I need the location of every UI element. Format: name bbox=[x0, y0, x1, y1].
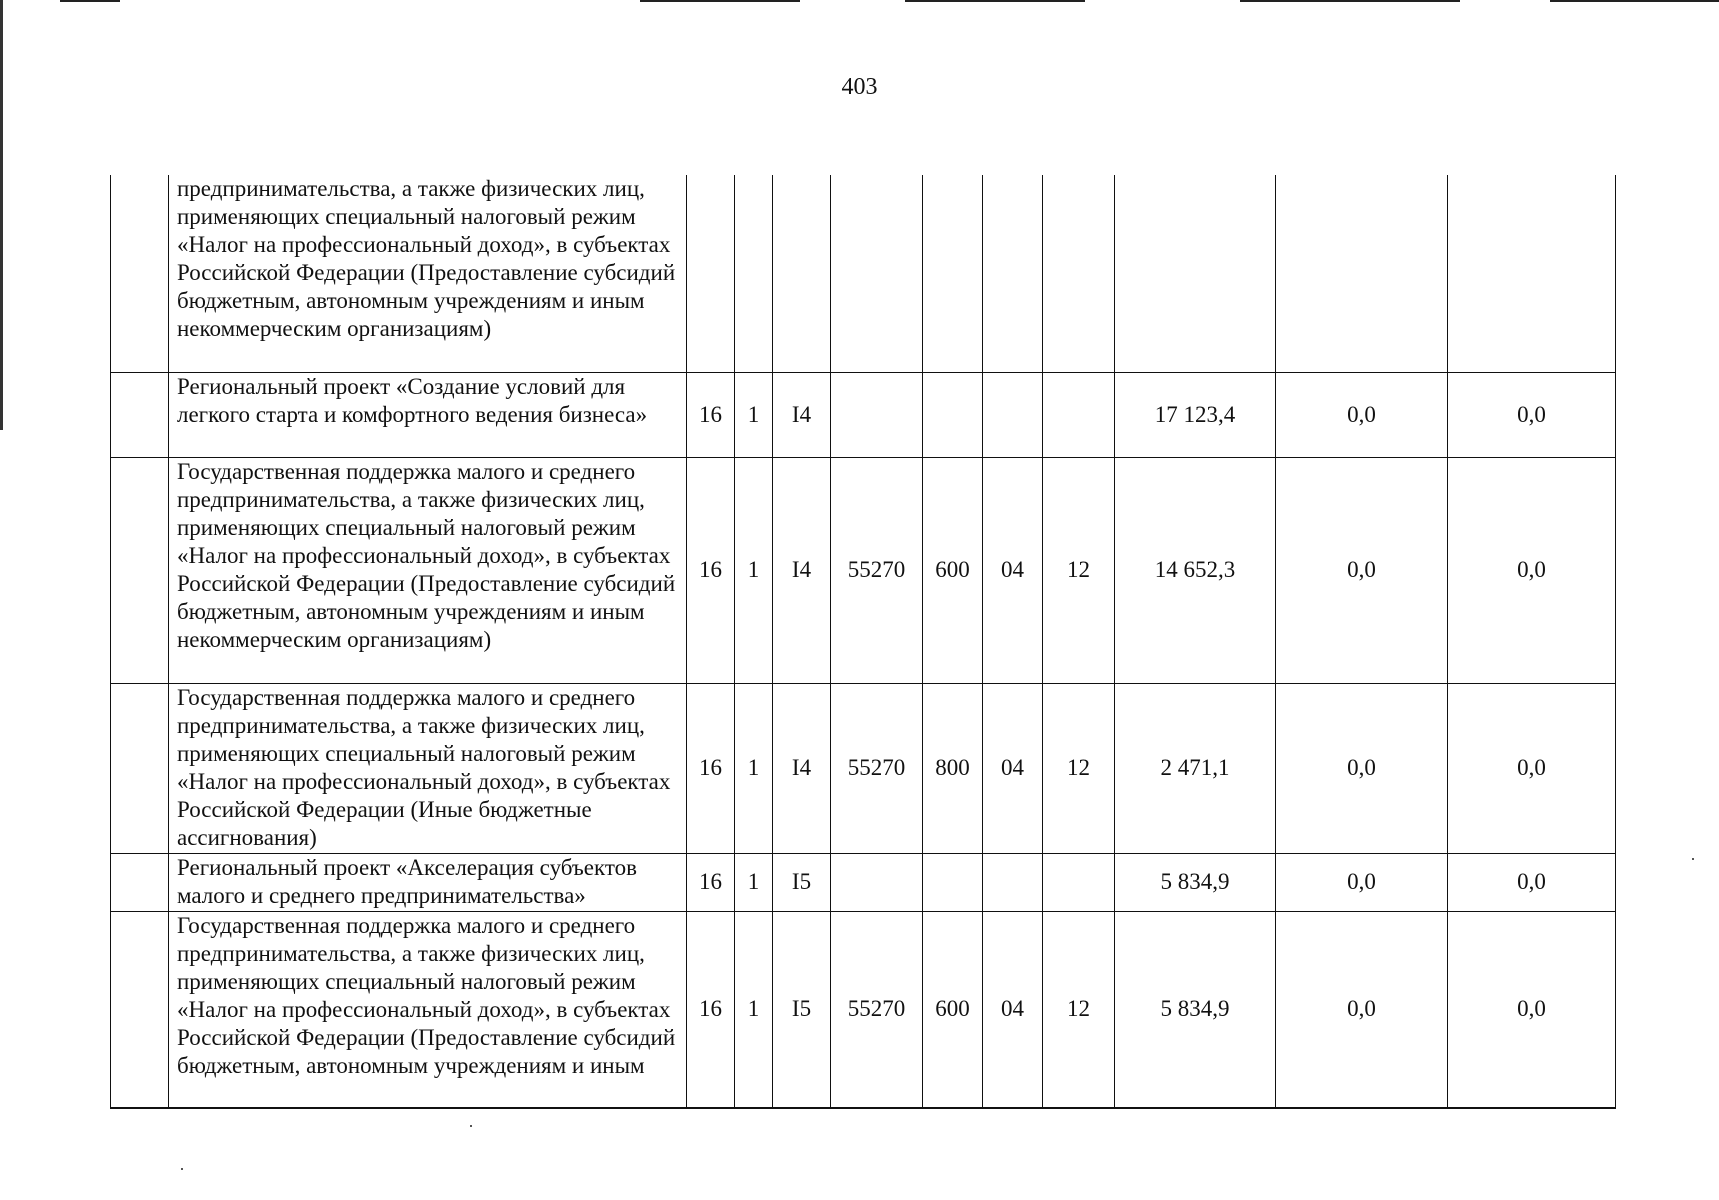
cell-c1: 16 bbox=[687, 911, 735, 1108]
scan-edge-mark bbox=[0, 0, 3, 430]
cell-c1 bbox=[687, 175, 735, 372]
cell-c2: 1 bbox=[735, 853, 773, 911]
empty-cell bbox=[111, 372, 169, 457]
cell-c5 bbox=[923, 853, 983, 911]
cell-c7: 12 bbox=[1043, 457, 1115, 683]
cell-c4 bbox=[831, 372, 923, 457]
row-name: Государственная поддержка малого и среднего предпринимательства, а также физических лиц, применяющих специальный налоговый режим «Налог на профессиональный доход», в субъектах Российской Федерации (Предоставление субсидий бюджетным, автономным учреждениям и иным bbox=[169, 911, 687, 1108]
scan-speck bbox=[470, 1125, 472, 1127]
cell-c5 bbox=[923, 372, 983, 457]
cell-c6: 04 bbox=[983, 683, 1043, 853]
cell-c3: I4 bbox=[773, 372, 831, 457]
cell-c6 bbox=[983, 175, 1043, 372]
cell-v2 bbox=[1276, 175, 1448, 372]
cell-c1: 16 bbox=[687, 372, 735, 457]
cell-v3: 0,0 bbox=[1448, 683, 1616, 853]
table-row bbox=[111, 853, 1616, 911]
cell-c3: I4 bbox=[773, 683, 831, 853]
empty-cell bbox=[111, 911, 169, 1108]
cell-c1: 16 bbox=[687, 683, 735, 853]
cell-v2: 0,0 bbox=[1276, 853, 1448, 911]
cell-c2: 1 bbox=[735, 683, 773, 853]
cell-v1 bbox=[1115, 175, 1276, 372]
cell-v2: 0,0 bbox=[1276, 457, 1448, 683]
table-row bbox=[111, 457, 1616, 683]
cell-v3: 0,0 bbox=[1448, 853, 1616, 911]
cell-c7: 12 bbox=[1043, 911, 1115, 1108]
cell-v3: 0,0 bbox=[1448, 372, 1616, 457]
scan-edge-mark bbox=[1240, 0, 1460, 2]
cell-c1: 16 bbox=[687, 853, 735, 911]
empty-cell bbox=[111, 175, 169, 372]
cell-c1: 16 bbox=[687, 457, 735, 683]
empty-cell bbox=[111, 683, 169, 853]
row-name: Государственная поддержка малого и среднего предпринимательства, а также физических лиц, применяющих специальный налоговый режим «Налог на профессиональный доход», в субъектах Российской Федерации (Предоставление субсидий бюджетным, автономным учреждениям и иным некоммерческим организациям) bbox=[169, 457, 687, 683]
cell-v2: 0,0 bbox=[1276, 911, 1448, 1108]
row-name: Региональный проект «Создание условий для легкого старта и комфортного ведения бизнеса» bbox=[169, 372, 687, 457]
cell-c2: 1 bbox=[735, 911, 773, 1108]
scan-speck bbox=[181, 1168, 183, 1170]
cell-c6 bbox=[983, 853, 1043, 911]
cell-c4: 55270 bbox=[831, 457, 923, 683]
cell-v2: 0,0 bbox=[1276, 372, 1448, 457]
cell-c2 bbox=[735, 175, 773, 372]
table-row bbox=[111, 911, 1616, 1108]
cell-c3: I5 bbox=[773, 853, 831, 911]
table-row bbox=[111, 175, 1616, 372]
cell-v1: 14 652,3 bbox=[1115, 457, 1276, 683]
cell-v1: 17 123,4 bbox=[1115, 372, 1276, 457]
cell-c4 bbox=[831, 853, 923, 911]
empty-cell bbox=[111, 853, 169, 911]
cell-c3: I4 bbox=[773, 457, 831, 683]
cell-c5 bbox=[923, 175, 983, 372]
row-name: предпринимательства, а также физических лиц, применяющих специальный налоговый режим «Налог на профессиональный доход», в субъектах Российской Федерации (Предоставление субсидий бюджетным, автономным учреждениям и иным некоммерческим организациям) bbox=[169, 175, 687, 372]
table-row bbox=[111, 683, 1616, 853]
cell-c5: 800 bbox=[923, 683, 983, 853]
scan-edge-mark bbox=[905, 0, 1085, 2]
table-row bbox=[111, 372, 1616, 457]
cell-v3: 0,0 bbox=[1448, 911, 1616, 1108]
budget-table bbox=[110, 175, 1616, 1109]
page-number: 403 bbox=[841, 74, 878, 100]
cell-c4: 55270 bbox=[831, 683, 923, 853]
cell-c4 bbox=[831, 175, 923, 372]
cell-c6 bbox=[983, 372, 1043, 457]
cell-c2: 1 bbox=[735, 457, 773, 683]
empty-cell bbox=[111, 457, 169, 683]
cell-c7 bbox=[1043, 175, 1115, 372]
scan-speck bbox=[1692, 858, 1694, 860]
cell-c6: 04 bbox=[983, 457, 1043, 683]
cell-c7 bbox=[1043, 853, 1115, 911]
scan-edge-mark bbox=[60, 0, 120, 2]
row-name: Государственная поддержка малого и среднего предпринимательства, а также физических лиц, применяющих специальный налоговый режим «Налог на профессиональный доход», в субъектах Российской Федерации (Иные бюджетные ассигнования) bbox=[169, 683, 687, 853]
scan-edge-mark bbox=[640, 0, 800, 2]
cell-v1: 5 834,9 bbox=[1115, 853, 1276, 911]
cell-c5: 600 bbox=[923, 457, 983, 683]
cell-c3: I5 bbox=[773, 911, 831, 1108]
cell-c4: 55270 bbox=[831, 911, 923, 1108]
cell-c7: 12 bbox=[1043, 683, 1115, 853]
cell-c2: 1 bbox=[735, 372, 773, 457]
cell-v3: 0,0 bbox=[1448, 457, 1616, 683]
cell-v1: 2 471,1 bbox=[1115, 683, 1276, 853]
cell-c5: 600 bbox=[923, 911, 983, 1108]
cell-c6: 04 bbox=[983, 911, 1043, 1108]
cell-v1: 5 834,9 bbox=[1115, 911, 1276, 1108]
cell-c7 bbox=[1043, 372, 1115, 457]
row-name: Региональный проект «Акселерация субъектов малого и среднего предпринимательства» bbox=[169, 853, 687, 911]
cell-c3 bbox=[773, 175, 831, 372]
scan-edge-mark bbox=[1550, 0, 1719, 2]
cell-v2: 0,0 bbox=[1276, 683, 1448, 853]
cell-v3 bbox=[1448, 175, 1616, 372]
